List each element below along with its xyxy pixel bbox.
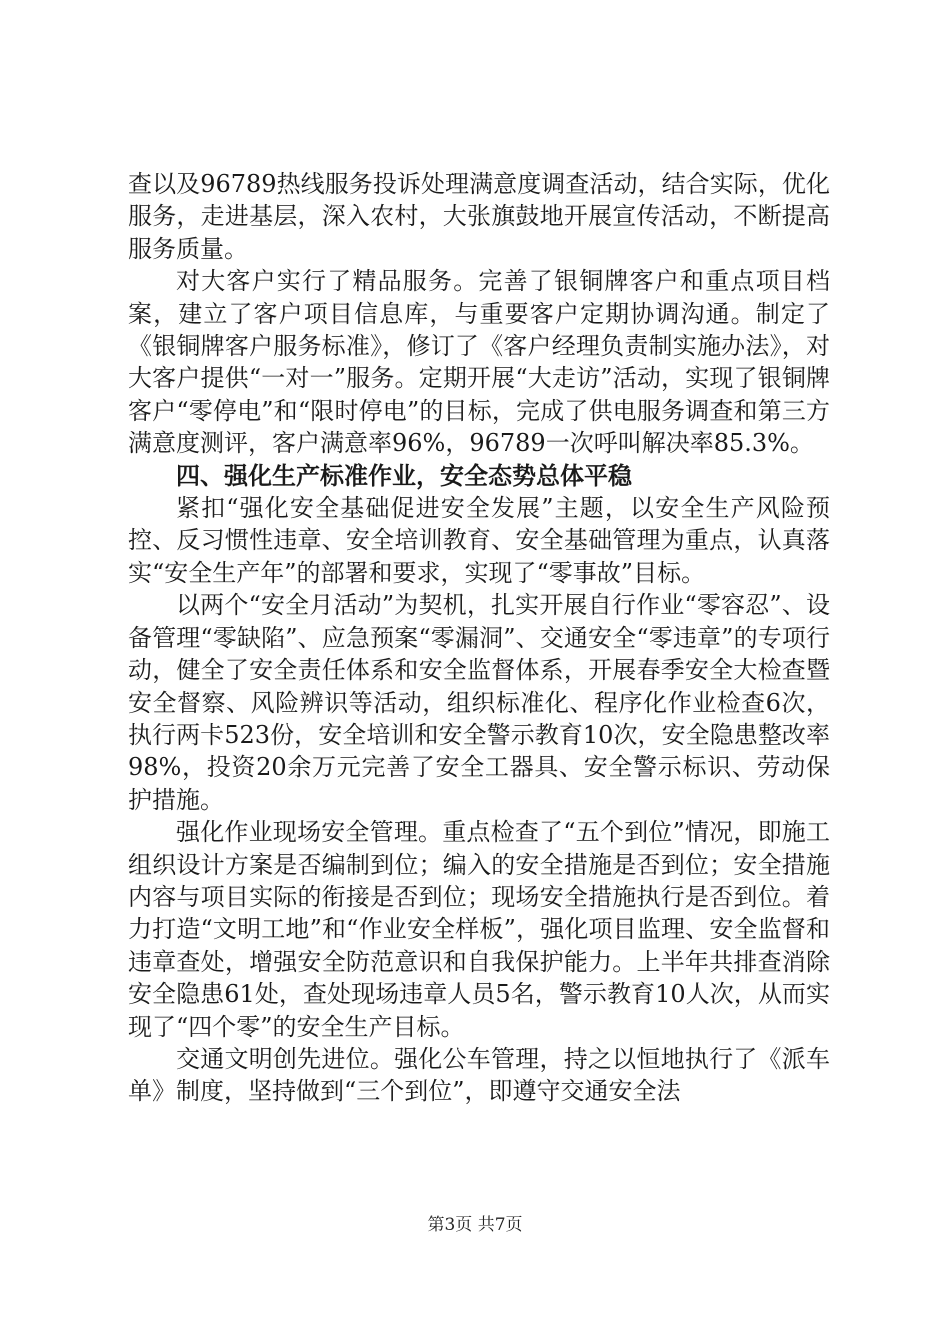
paragraph-safety-theme: 紧扣“强化安全基础促进安全发展”主题，以安全生产风险预控、反习惯性违章、安全培训教育、安全基础管理为重点，认真落实“安全生产年”的部署和要求，实现了“零事故”目标。 <box>128 494 830 587</box>
page-number-footer: 第3页 共7页 <box>427 1215 523 1235</box>
paragraph-key-customer-service: 对大客户实行了精品服务。完善了银铜牌客户和重点项目档案，建立了客户项目信息库，与重要客户定期协调沟通。制定了《银铜牌客户服务标准》，修订了《客户经理负责制实施办法》，对大客户提供“一对一”服务。定期开展“大走访”活动，实现了银铜牌客户“零停电”和“限时停电”的目标，完成了供电服务调查和第三方满意度测评，客户满意率96%，96789一次呼叫解决率85.3%。 <box>128 267 830 458</box>
paragraph-safety-month: 以两个“安全月活动”为契机，扎实开展自行作业“零容忍”、设备管理“零缺陷”、应急预案“零漏洞”、交通安全“零违章”的专项行动，健全了安全责任体系和安全监督体系，开展春季安全大检查暨安全督察、风险辨识等活动，组织标准化、程序化作业检查6次，执行两卡523份，安全培训和安全警示教育10次，安全隐患整改率98%，投资20余万元完善了安全工器具、安全警示标识、劳动保护措施。 <box>128 591 830 814</box>
paragraph-traffic-civility: 交通文明创先进位。强化公车管理，持之以恒地执行了《派车单》制度，坚持做到“三个到位”，即遵守交通安全法 <box>128 1044 830 1106</box>
paragraph-continuation: 查以及96789热线服务投诉处理满意度调查活动，结合实际，优化服务，走进基层，深入农村，大张旗鼓地开展宣传活动，不断提高服务质量。 <box>128 170 830 263</box>
document-body <box>128 168 830 1108</box>
section-heading-safety: 四、强化生产标准作业，安全态势总体平稳 <box>176 460 632 490</box>
paragraph-site-safety: 强化作业现场安全管理。重点检查了“五个到位”情况，即施工组织设计方案是否编制到位；编入的安全措施是否到位；安全措施内容与项目实际的衔接是否到位；现场安全措施执行是否到位。着力打造“文明工地”和“作业安全样板”，强化项目监理、安全监督和违章查处，增强安全防范意识和自我保护能力。上半年共排查消除安全隐患61处，查处现场违章人员5名，警示教育10人次，从而实现了“四个零”的安全生产目标。 <box>128 818 830 1041</box>
